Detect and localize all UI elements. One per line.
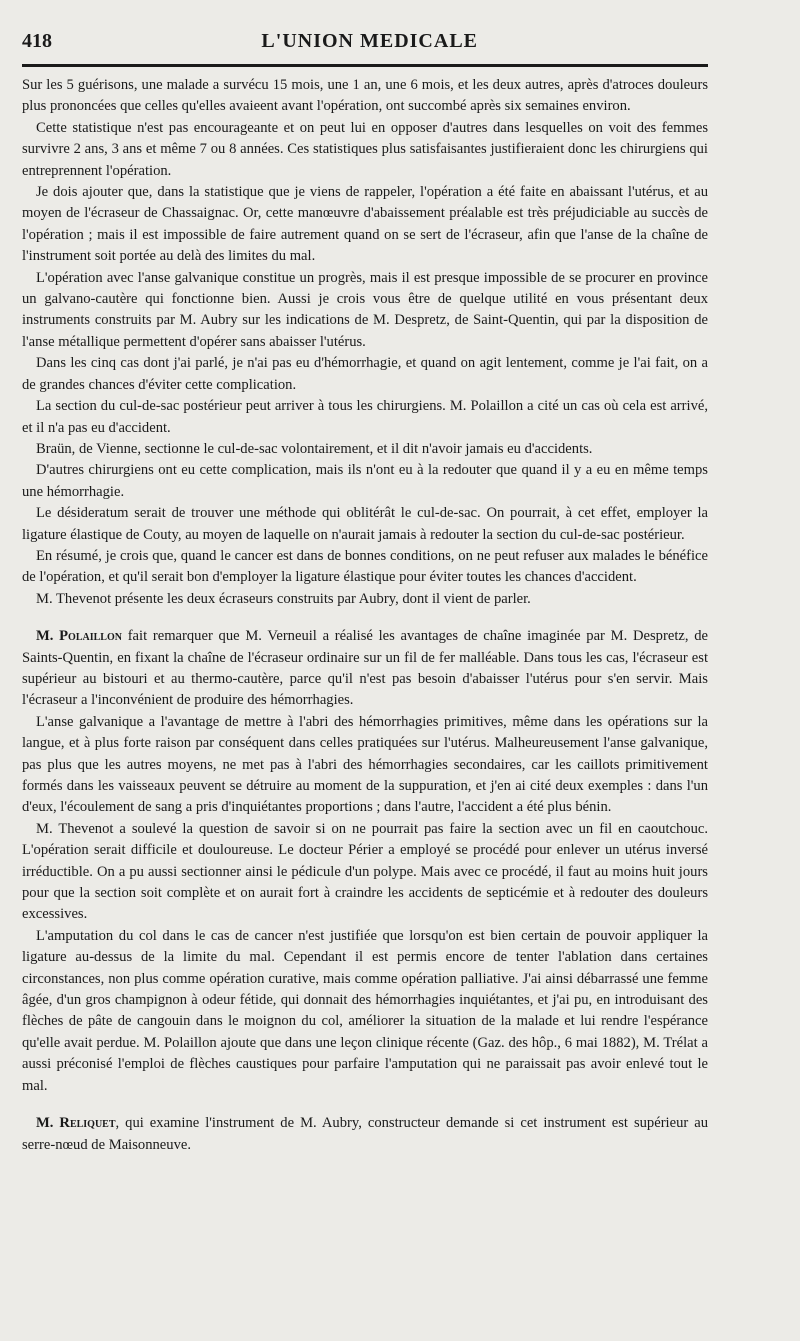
paragraph: Sur les 5 guérisons, une malade a survécu 15 mois, une 1 an, une 6 mois, et les deux autres, après d'atroces douleurs plus prononcées que celles qu'elles avaieent avant l'opération, ont succombé après six semaines environ.	[22, 77, 708, 115]
paragraph: Dans les cinq cas dont j'ai parlé, je n'ai pas eu d'hémorrhagie, et quand on agit lentement, comme je l'ai fait, on a de grandes chances d'éviter cette complication.	[22, 355, 708, 393]
page-number: 418	[22, 30, 52, 52]
paragraph: L'amputation du col dans le cas de cancer n'est justifiée que lorsqu'on est bien certain de pouvoir appliquer la ligature au-dessus de la limite du mal. Cependant il est permis encore de tenter l'ablation dans certaines circonstances, non plus comme opération curative, mais comme opération palliative. J'ai ainsi débarrassé une femme âgée, d'un gros champignon à odeur fétide, qui donnait des hémorrhagies inquiétantes, et j'ai pu, en introduisant des flèches de pâte de cangouin dans le moignon du col, améliorer la situation de la malade et lui rendre l'espérance qu'elle avait perdue. M. Polaillon ajoute que dans une leçon clinique récente (Gaz. des hôp., 6 mai 1882), M. Trélat a aussi préconisé l'emploi de flèches caustiques pour parfaire l'amputation qui ne paraissait pas avoir enlevé tout le mal.	[22, 927, 708, 1094]
paragraph: M. Thevenot présente les deux écraseurs construits par Aubry, dont il vient de parler.	[36, 590, 531, 607]
page-header	[22, 30, 708, 60]
reliquet-paragraph	[22, 1113, 708, 1156]
speaker-name: M. Reliquet	[36, 1115, 116, 1132]
speaker-text: fait remarquer que M. Verneuil a réalisé les avantages de chaîne imaginée par M. Despretz, de Saints-Quentin, en fixant la chaîne de l'écraseur ordinaire sur un fil de fer malléable. Dans tous les cas, l'écraseur est supérieur au bistouri et au thermo-cautère, parce qu'il n'est pas besoin d'abaisser l'utérus pour s'en servir. Mais l'écraseur a l'inconvénient de produire des hémorrhagies.	[22, 628, 708, 709]
paragraph: Je dois ajouter que, dans la statistique que je viens de rappeler, l'opération a été faite en abaissant l'utérus, et au moyen de l'écraseur de Chassaignac. Or, cette manœuvre d'abaissement préalable est très préjudiciable au succès de l'opération ; mais il est impossible de faire autrement quand on se sert de l'écraseur, afin que l'anse de la chaîne de l'instrument soit portée au delà des limites du mal.	[22, 184, 708, 265]
paragraph: Cette statistique n'est pas encourageante et on peut lui en opposer d'autres dans lesquelles on voit des femmes survivre 2 ans, 3 ans et même 7 ou 8 années. Ces statistiques plus satisfaisantes justifieraient donc les chirurgiens qui entreprennent l'opération.	[22, 119, 708, 179]
paragraph: M. Thevenot a soulevé la question de savoir si on ne pourrait pas faire la section avec un fil en caoutchouc. L'opération serait difficile et douloureuse. Le docteur Périer a employé se procédé pour enlever un utérus inversé irréductible. On a pu aussi sectionner ainsi le pédicule d'un polype. Mais avec ce procédé, il faut au moins huit jours pour que la section soit complète et on aurait fort à craindre les accidents de septicémie et à redouter des douleurs excessives.	[22, 820, 708, 923]
header-rule	[22, 64, 708, 67]
journal-title: L'UNION MEDICALE	[261, 30, 478, 52]
paragraph: En résumé, je crois que, quand le cancer est dans de bonnes conditions, on ne peut refuser aux malades le bénéfice de l'opération, et qu'il serait bon d'employer la ligature élastique pour éviter toutes les chances d'accident.	[22, 547, 708, 586]
polaillon-paragraph	[22, 626, 708, 712]
paragraph: L'opération avec l'anse galvanique constitue un progrès, mais il est presque impossible de se procurer en province un galvano-cautère qui fonctionne bien. Aussi je crois vous être de quelque utilité en vous présentant deux instruments construits par M. Aubry sur les indications de M. Despretz, de Saint-Quentin, qui par la disposition de l'anse métallique permettent d'opérer sans abaisser l'utérus.	[22, 269, 708, 350]
paragraph: L'anse galvanique a l'avantage de mettre à l'abri des hémorrhagies primitives, même dans les opérations sur la langue, et à plus forte raison par conséquent dans celles pratiquées sur l'utérus. Malheureusement l'anse galvanique, pas plus que les autres moyens, ne met pas à l'abri des hémorrhagies secondaires, car les caillots primitivement formés dans les vaisseaux peuvent se détruire au moment de la suppuration, et j'en ai cité deux exemples : dans l'un d'eux, l'écoulement de sang a pris d'inquiétantes proportions ; dans l'autre, l'accident a été plus bénin.	[22, 713, 708, 816]
paragraph: La section du cul-de-sac postérieur peut arriver à tous les chirurgiens. M. Polaillon a cité un cas où cela est arrivé, et il n'a pas eu d'accident.	[22, 398, 708, 436]
paragraph: Braün, de Vienne, sectionne le cul-de-sac volontairement, et il dit n'avoir jamais eu d'accidents.	[36, 440, 593, 457]
paragraph: D'autres chirurgiens ont eu cette complication, mais ils n'ont eu à la redouter que quand il y a eu en même temps une hémorrhagie.	[22, 462, 708, 500]
paragraph: Le désideratum serait de trouver une méthode qui oblitérât le cul-de-sac. On pourrait, à cet effet, employer la ligature élastique de Couty, au moyen de laquelle on n'aurait jamais à redouter la section du cul-de-sac postérieur.	[22, 505, 708, 543]
article-body	[22, 75, 708, 1156]
speaker-name: M. Polaillon	[36, 628, 122, 645]
speaker-text: , qui examine l'instrument de M. Aubry, constructeur demande si cet instrument est supérieur au serre-nœud de Maisonneuve.	[22, 1115, 709, 1153]
